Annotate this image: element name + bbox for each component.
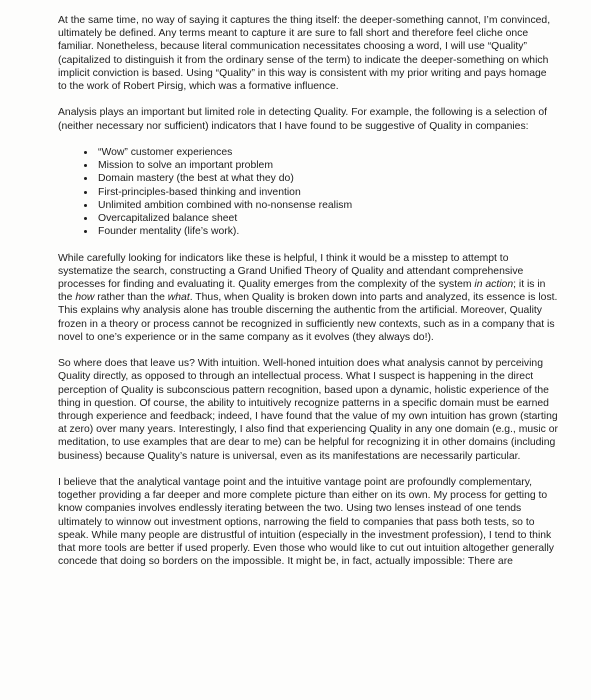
text-run: rather than the <box>94 292 168 304</box>
list-item: • “Wow” customer experiences <box>96 146 558 159</box>
paragraph-quality-definition: At the same time, no way of saying it captures the thing itself: the deeper-something cannot, I’m convinced, ultimately be defined. Any terms meant to capture it are sure to fall short and therefore feel cliche once familiar. Nonetheless, because literal communication necessitates choosing a word, I will use “Quality” (capitalized to distinguish it from the ordinary sense of the term) to indicate the deeper-something on which implicit conviction is based. Using “Quality” in this way is consistent with my prior writing and pays homage to the work of Robert Pirsig, which was a formative influence. <box>58 15 551 93</box>
paragraph-complementary-vantage-points: I believe that the analytical vantage point and the intuitive vantage point are profoundly complementary, together providing a far deeper and more complete picture than either on its own. My process for getting to know companies involves endlessly iterating between the two. Using two lenses instead of one tends ultimately to winnow out investment options, narrowing the field to companies that pass both tests, so to speak. While many people are distrustful of intuition (especially in the investment profession), I tend to think that more tools are better if used properly. Even those who would like to cut out intuition altogether generally concede that doing so borders on the impossible. It might be, in fact, actually impossible: There are <box>58 477 554 568</box>
emphasis-how: how <box>75 292 95 304</box>
text-run: . Thus, when Quality is broken down into parts and analyzed, its essence is lost. This explains why analysis alone has trouble discerning the authentic from the artificial. Moreover, Quality frozen in a theory or process cannot be recognized in sufficiently new contexts, such as in a company that is novel to one’s experience or in the same company as it evolves (they always do!). <box>58 292 558 343</box>
text-run: While carefully looking for indicators like these is helpful, I think it would be a misstep to attempt to systematize the search, constructing a Grand Unified Theory of Quality and attendant comprehensive processes for finding and evaluating it. Quality emerges from the complexity of the system <box>58 252 524 291</box>
list-item: • Founder mentality (life’s work). <box>96 225 558 238</box>
list-item: • Overcapitalized balance sheet <box>96 212 558 225</box>
list-item: • First-principles-based thinking and invention <box>96 186 558 199</box>
paragraph-intuition: So where does that leave us? With intuition. Well-honed intuition does what analysis cannot by perceiving Quality directly, as opposed to through an intellectual process. What I suspect is happening in the direct perception of Quality is subconscious pattern recognition, based upon a dynamic, holistic experience of the thing in question. Of course, the ability to intuitively recognize patterns in a specific domain must be earned through experience and feedback; indeed, I have found that the value of my own intuition has grown (starting at zero) over many years. Interestingly, I also find that experiencing Quality in any one domain (e.g., music or meditation, to use examples that are dear to me) can be helpful for recognizing it in other domains (including business) because Quality’s nature is universal, even as its manifestations are necessarily particular. <box>58 358 558 462</box>
emphasis-what: what <box>167 292 190 304</box>
list-item: • Unlimited ambition combined with no-nonsense realism <box>96 199 558 212</box>
text-run: ; it is in the <box>58 279 546 304</box>
paragraph-systematize-misstep <box>58 252 558 344</box>
paragraph-analysis-role: Analysis plays an important but limited role in detecting Quality. For example, the following is a selection of (neither necessary nor sufficient) indicators that I have found to be suggestive of Quality in companies: <box>58 107 547 132</box>
quality-indicators-list <box>58 146 558 238</box>
list-item: • Domain mastery (the best at what they do) <box>96 172 558 185</box>
list-item: • Mission to solve an important problem <box>96 159 558 172</box>
document-body <box>58 14 558 582</box>
emphasis-in-action: in action <box>474 279 514 291</box>
